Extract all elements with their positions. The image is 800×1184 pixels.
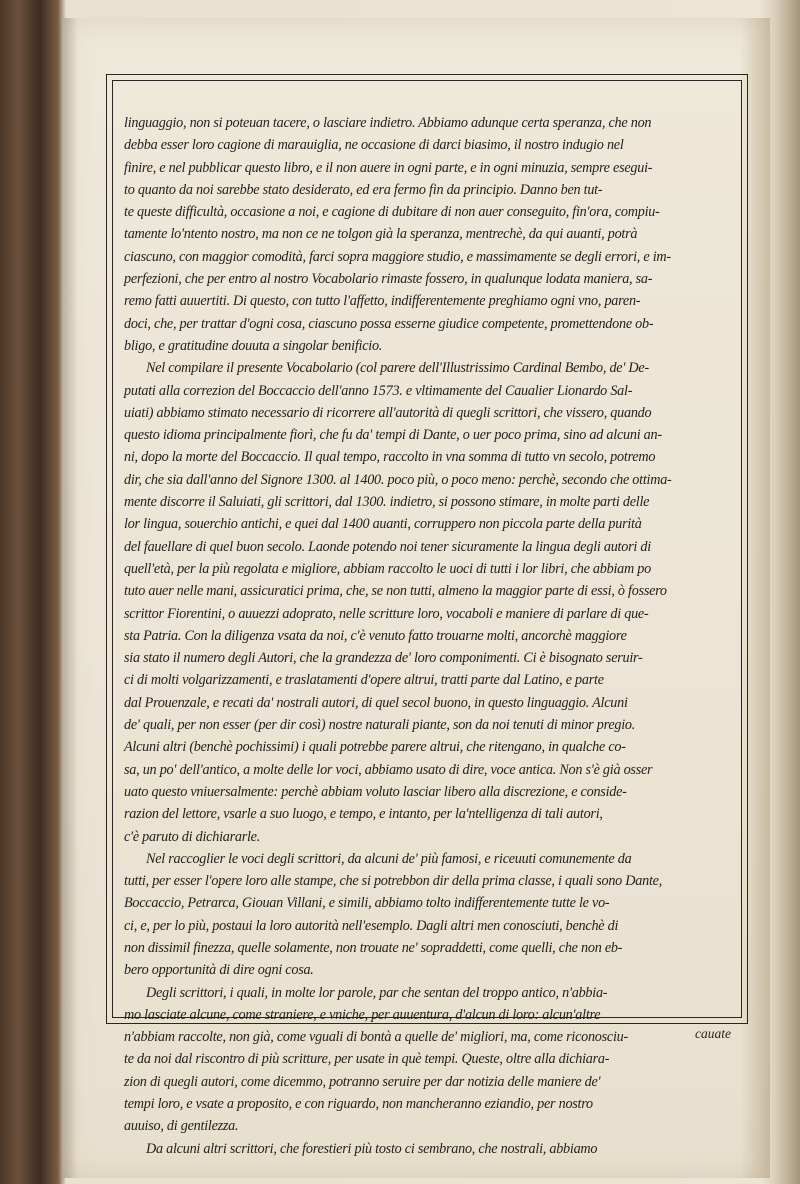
text-line: bligo, e gratitudine douuta a singolar benificio. — [124, 337, 383, 354]
text-line: auuiso, di gentilezza. — [124, 1118, 239, 1135]
text-line: Degli scrittori, i quali, in molte lor parole, par che sentan del troppo antico, n'abbia- — [146, 984, 608, 1001]
text-line: bero opportunità di dire ogni cosa. — [124, 962, 314, 979]
text-line: putati alla correzion del Boccaccio dell'anno 1573. e vltimamente del Caualier Lionardo Sal- — [124, 382, 633, 399]
text-line: Boccaccio, Petrarca, Giouan Villani, e simili, abbiamo tolto indifferentemente tutte le vo- — [124, 895, 610, 912]
text-line: to quanto da noi sarebbe stato desiderato, ed era fermo fin da principio. Danno ben tut- — [124, 181, 603, 198]
text-line: ni, dopo la morte del Boccaccio. Il qual tempo, raccolto in vna somma di tutto vn secolo, potremo — [124, 449, 656, 466]
text-line: ciascuno, con maggior comodità, farci sopra maggiore studio, e massimamente se degli errori, e im- — [124, 248, 671, 265]
text-line: scrittor Fiorentini, o auuezzi adoprato, nelle scritture loro, vocaboli e maniere di parlare di que- — [124, 605, 649, 622]
text-line: te da noi dal riscontro di più scritture, per usate in què tempi. Queste, oltre alla dichiara- — [124, 1051, 610, 1068]
text-line: n'abbiam raccolte, non già, come vguali di bontà a quelle de' migliori, ma, come riconosciu- — [124, 1029, 628, 1046]
text-line: tempi loro, e vsate a proposito, e con riguardo, non mancheranno eziandio, per nostro — [124, 1096, 593, 1113]
text-line: de' quali, per non esser (per dir così) nostre naturali piante, son da noi tenuti di minor pregio. — [124, 717, 636, 734]
text-line: sta Patria. Con la diligenza vsata da noi, c'è venuto fatto trouarne molti, ancorchè maggiore — [124, 627, 627, 644]
text-line: Nel raccoglier le voci degli scrittori, da alcuni de' più famosi, e riceuuti comunemente da — [146, 850, 632, 867]
text-line: uiati) abbiamo stimato necessario di ricorrere all'autorità di quegli scrittori, che vissero, quando — [124, 404, 652, 421]
text-line: tutti, per esser l'opere loro alle stampe, che si potrebbon dir della prima classe, i quali sono Dante, — [124, 873, 663, 890]
text-line: zion di quegli autori, come dicemmo, potranno seruire per dar notizia delle maniere de' — [124, 1073, 601, 1090]
text-line: sa, un po' dell'antico, a molte delle lor voci, abbiamo usato di dire, voce antica. Non s'è già osser — [124, 761, 653, 778]
catchword: cauate — [695, 1026, 731, 1041]
text-line: del fauellare di quel buon secolo. Laonde potendo noi tener sicuramente la lingua degli autori di — [124, 538, 651, 555]
text-line: razion del lettore, vsarle a suo luogo, e tempo, e intanto, per la'ntelligenza di tali autori, — [124, 806, 603, 823]
text-line: mente discorre il Saluiati, gli scrittori, dal 1300. indietro, si possono stimare, in molte parti delle — [124, 494, 650, 511]
text-line: dal Prouenzale, e recati da' nostrali autori, di quel secol buono, in questo linguaggio. Alcuni — [124, 694, 628, 711]
text-line: doci, che, per trattar d'ogni cosa, ciascuno possa esserne giudice competente, promettendone ob- — [124, 315, 654, 332]
text-line: linguaggio, non si poteuan tacere, o lasciare indietro. Abbiamo adunque certa speranza, che non — [124, 115, 652, 131]
text-line: te queste difficultà, occasione a noi, e cagione di dubitare di non auer conseguito, fin'ora, compiu- — [124, 204, 660, 221]
text-line: quell'età, per la più regolata e migliore, abbiam raccolto le uoci di tutti i lor libri, che abbiam po — [124, 560, 651, 577]
text-line: c'è paruto di dichiararle. — [124, 828, 261, 845]
text-line: ci, e, per lo più, postaui la loro autorità nell'esemplo. Dagli altri men conosciuti, benchè di — [124, 917, 619, 934]
text-line: tamente lo'ntento nostro, ma non ce ne tolgon già la speranza, mentrechè, da qui auanti, potrà — [124, 226, 638, 243]
text-line: sia stato il numero degli Autori, che la grandezza de' loro componimenti. Ci è bisognato seruir- — [124, 650, 643, 667]
text-line: debba esser loro cagione di marauiglia, ne occasione di darci biasimo, il nostro indugio nel — [124, 137, 624, 154]
text-line: ci di molti volgarizzamenti, e traslatamenti d'opere altrui, tratti parte dal Latino, e parte — [124, 672, 604, 689]
text-line: finire, e nel pubblicar questo libro, e il non auere in ogni parte, e in ogni minuzia, sempre esegui- — [124, 159, 653, 176]
text-line: Da alcuni altri scrittori, che forestieri più tosto ci sembrano, che nostrali, abbiamo — [146, 1140, 598, 1157]
text-line: Alcuni altri (benchè pochissimi) i quali potrebbe parere altrui, che ritengano, in qualche co- — [124, 739, 626, 756]
text-line: dir, che sia dall'anno del Signore 1300. al 1400. poco più, o poco meno: perchè, secondo che ottima- — [124, 471, 672, 488]
text-line: questo idioma principalmente fiorì, che fu da' tempi di Dante, o uer poco prima, sino ad alcuni an- — [124, 427, 662, 444]
text-line: lor lingua, souerchio antichi, e quei dal 1400 auanti, corruppero non piccola parte della purità — [124, 516, 642, 533]
text-line: perfezioni, che per entro al nostro Vocabolario rimaste fossero, in qualunque lodata maniera, sa- — [124, 271, 653, 288]
text-line: tuto auer nelle mani, assicuratici prima, che, se non tutti, almeno la maggior parte di essi, ò fossero — [124, 583, 667, 600]
text-line: remo fatti auuertiti. Di questo, con tutto l'affetto, indifferentemente preghiamo ogni vno, paren- — [124, 293, 641, 310]
spine-shadow — [62, 18, 78, 1178]
text-line: uato questo vniuersalmente: perchè abbiam voluto lasciar libero alla discrezione, e conside- — [124, 783, 627, 800]
text-line: non dissimil finezza, quelle solamente, non trouate ne' sopraddetti, come quelli, che non eb- — [124, 939, 623, 956]
text-line: mo lasciate alcune, come straniere, e vniche, per auuentura, d'alcun di loro: alcun'altre — [124, 1006, 601, 1023]
text-line: Nel compilare il presente Vocabolario (col parere dell'Illustrissimo Cardinal Bembo, de' De- — [146, 360, 649, 377]
